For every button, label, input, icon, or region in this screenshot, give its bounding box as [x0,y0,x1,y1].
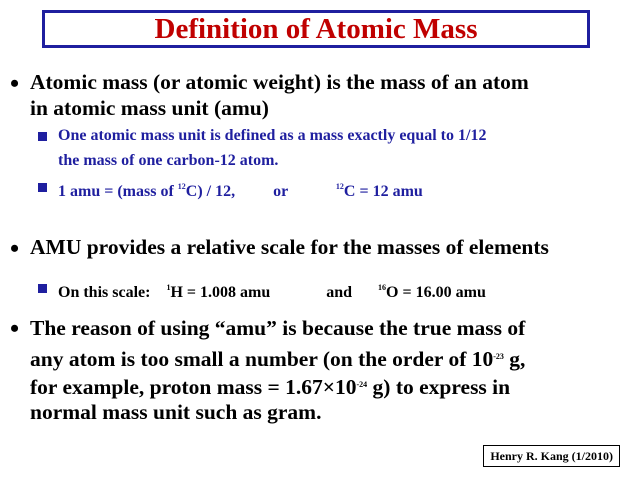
sub2-superscript2: 12 [335,182,344,191]
sub-bullet-marker [38,284,47,293]
bullet1-line2: in atomic mass unit (amu) [30,96,269,120]
bullet-marker: • [10,69,20,98]
bullet3-line3-b: g) to express in [367,375,511,399]
sub3-line [58,276,633,305]
sub3-superscript1: 1 [166,283,171,292]
author-credit: Henry R. Kang (1/2010) [483,445,620,467]
sub2-or: or [273,183,288,200]
bullet-marker: • [10,314,20,343]
sub-bullet-marker [38,183,47,192]
sub2-part3: C = 12 amu [343,183,423,200]
sub-bullet-marker [38,132,47,141]
bullet3-line2-superscript: -23 [493,352,504,361]
sub3-and: and [326,284,353,301]
bullet2-line1: AMU provides a relative scale for the masses of elements [30,235,549,259]
sub2-line [58,175,633,204]
sub1-line2: the mass of one carbon-12 atom. [58,152,279,169]
sub3-part1: On this scale: [58,284,151,301]
bullet-marker: • [10,234,20,263]
sub3-superscript2: 16 [378,283,387,292]
bullet1-line1: Atomic mass (or atomic weight) is the mass of an atom [30,70,529,94]
sub3-part3: O = 16.00 amu [386,284,486,301]
slide-title: Definition of Atomic Mass [154,12,478,45]
bullet3-line4: normal mass unit such as gram. [30,400,322,424]
sub1-line1: One atomic mass unit is defined as a mass exactly equal to 1/12 [58,127,487,144]
sub2-part1: 1 amu = (mass of [58,183,178,200]
bullet3-line3-superscript: -24 [356,380,368,389]
sub3-part2: H = 1.008 amu [170,284,271,301]
bullet3-line3-a: for example, proton mass = 1.67×10 [30,375,357,399]
bullet3-line1: The reason of using “amu” is because the true mass of [30,316,526,340]
bullet3-line3 [30,372,630,400]
bullet3-line2 [30,344,630,372]
bullet3-line2-b: g, [503,347,526,371]
sub2-part2: C) / 12, [185,183,236,200]
bullet3-line2-a: any atom is too small a number (on the order of 10 [30,347,494,371]
sub2-superscript1: 12 [177,182,186,191]
